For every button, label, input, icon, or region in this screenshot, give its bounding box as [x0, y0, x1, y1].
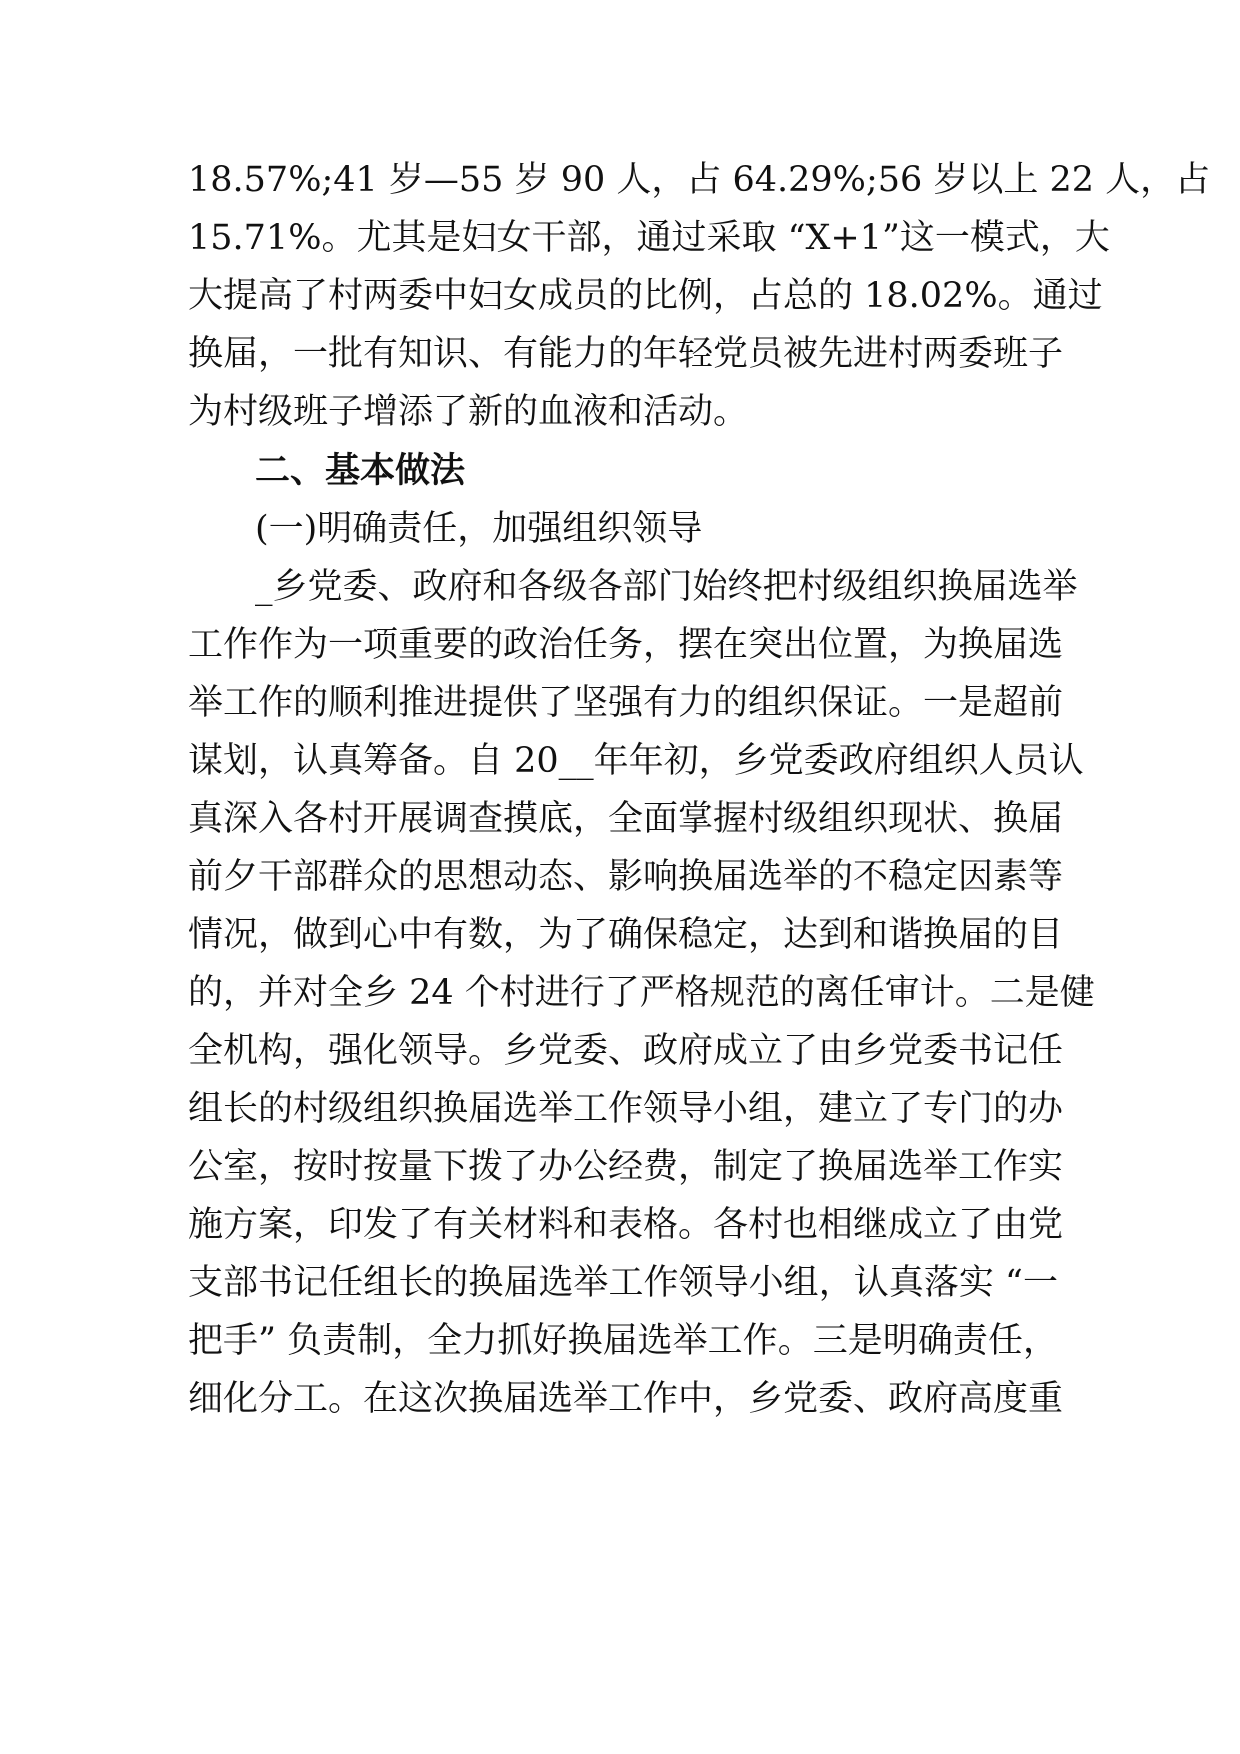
paragraph-line: 把手” 负责制，全力抓好换届选举工作。三是明确责任，: [188, 1321, 1058, 1361]
paragraph-line-1: 18.57%;41 岁—55 岁 90 人，占 64.29%;56 岁以上 22 人，占: [188, 160, 1211, 200]
paragraph-line: 施方案，印发了有关材料和表格。各村也相继成立了由党: [188, 1205, 1064, 1245]
paragraph-line: 的，并对全乡 24 个村进行了严格规范的离任审计。二是健: [188, 973, 1095, 1013]
paragraph-line: 工作作为一项重要的政治任务，摆在突出位置，为换届选: [188, 625, 1064, 665]
paragraph-line-3: 大提高了村两委中妇女成员的比例，占总的 18.02%。通过: [188, 276, 1103, 316]
paragraph-line: 情况，做到心中有数，为了确保稳定，达到和谐换届的目: [188, 915, 1064, 955]
paragraph-line: 前夕干部群众的思想动态、影响换届选举的不稳定因素等: [188, 857, 1064, 897]
section-heading: 二、基本做法: [255, 451, 466, 491]
paragraph-line: 真深入各村开展调查摸底，全面掌握村级组织现状、换届: [188, 799, 1064, 839]
paragraph-line-2: 15.71%。尤其是妇女干部，通过采取 “X+1”这一模式，大: [188, 218, 1110, 258]
paragraph-line: 组长的村级组织换届选举工作领导小组，建立了专门的办: [188, 1089, 1064, 1129]
paragraph-line: 谋划，认真筹备。自 20__年年初，乡党委政府组织人员认: [188, 741, 1084, 781]
paragraph-line: 全机构，强化领导。乡党委、政府成立了由乡党委书记任: [188, 1031, 1064, 1071]
paragraph-line: 公室，按时按量下拨了办公经费，制定了换届选举工作实: [188, 1147, 1064, 1187]
paragraph-line-first: _乡党委、政府和各级各部门始终把村级组织换届选举: [255, 567, 1078, 607]
paragraph-line: 举工作的顺利推进提供了坚强有力的组织保证。一是超前: [188, 683, 1064, 723]
paragraph-line: 细化分工。在这次换届选举工作中，乡党委、政府高度重: [188, 1379, 1064, 1419]
paragraph-line-4: 换届，一批有知识、有能力的年轻党员被先进村两委班子: [188, 334, 1064, 374]
paragraph-line-5: 为村级班子增添了新的血液和活动。: [188, 392, 749, 432]
paragraph-line: 支部书记任组长的换届选举工作领导小组，认真落实 “一: [188, 1263, 1058, 1303]
subsection-heading: (一)明确责任，加强组织领导: [255, 509, 703, 549]
